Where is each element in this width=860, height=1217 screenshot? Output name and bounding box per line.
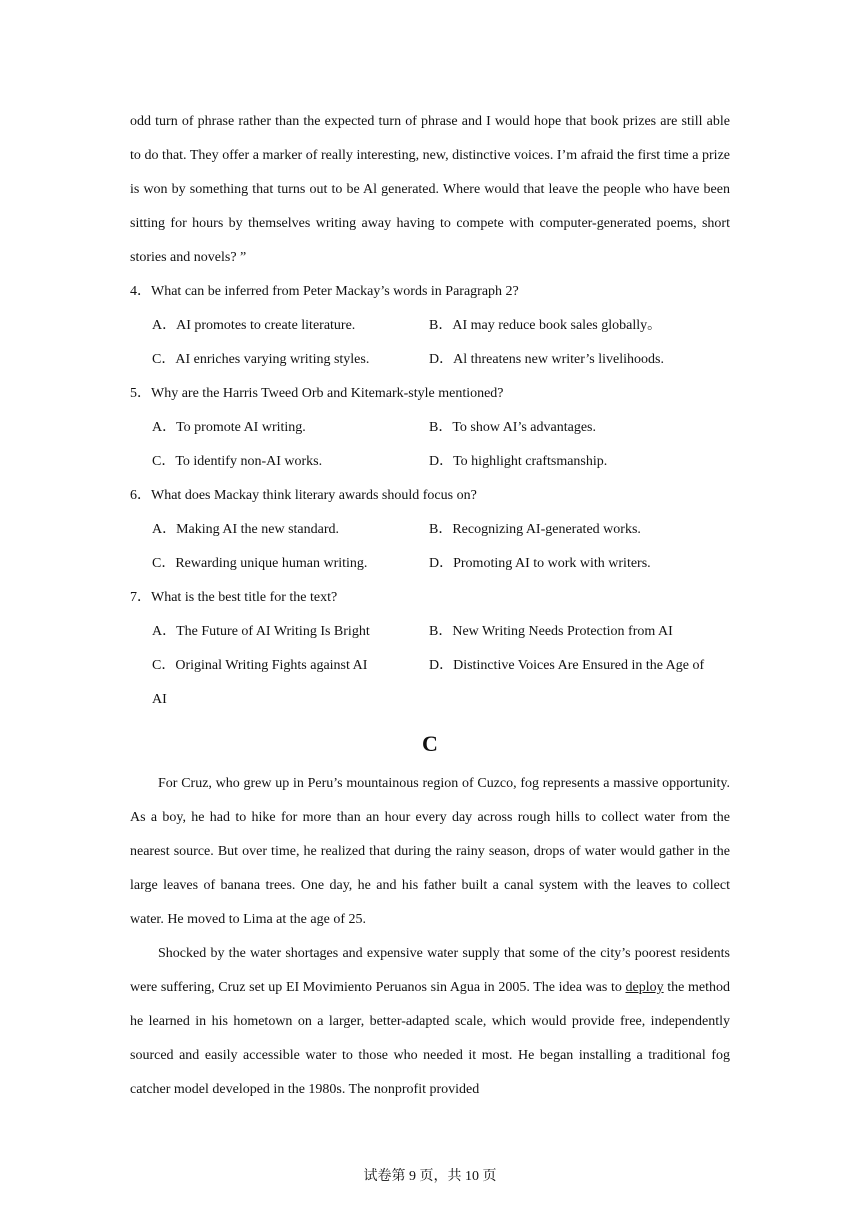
option-c[interactable]: C．To identify non-AI works. (152, 454, 323, 469)
page-content (130, 105, 730, 1107)
option-d[interactable]: D．To highlight craftsmanship. (429, 454, 608, 469)
option-b[interactable]: B．Recognizing AI-generated works. (429, 522, 641, 537)
option-c[interactable]: C．AI enriches varying writing styles. (152, 352, 370, 367)
option-c[interactable]: C．Original Writing Fights against AI (152, 658, 368, 673)
question-stem: 4．What can be inferred from Peter Mackay’s words in Paragraph 2? (130, 284, 519, 299)
question-7 (130, 581, 730, 717)
option-d[interactable]: D．Distinctive Voices Are Ensured in the Age of (429, 658, 705, 673)
passage-continuation: odd turn of phrase rather than the expected turn of phrase and I would hope that book prizes are still able to do that. They offer a marker of really interesting, new, distinctive voices. I’m afraid the first time a prize is won by something that turns out to be Al generated. Where would that leave the people who have been sitting for hours by themselves writing away having to compete with computer-generated poems, short stories and novels? ” (130, 114, 730, 265)
paragraph-text: Shocked by the water shortages and expensive water supply that some of the city’s poorest residents were suffering, Cruz set up EI Movimiento Peruanos sin Agua in 2005. The idea was to (130, 946, 730, 995)
option-a[interactable]: A．To promote AI writing. (152, 420, 306, 435)
option-c[interactable]: C．Rewarding unique human writing. (152, 556, 368, 571)
passage-paragraph (130, 937, 730, 1107)
option-d-continuation[interactable]: AI (152, 692, 167, 707)
question-stem: 6．What does Mackay think literary awards should focus on? (130, 488, 477, 503)
paragraph-text: the method he learned in his hometown on a larger, better-adapted scale, which would provide free, independently sourced and easily accessible water to those who needed it most. He began installing a traditional fog catcher model developed in the 1980s. The nonprofit provided (130, 980, 730, 1097)
question-stem: 5．Why are the Harris Tweed Orb and Kitemark-style mentioned? (130, 386, 504, 401)
question-6 (130, 479, 730, 581)
option-b[interactable]: B．To show AI’s advantages. (429, 420, 597, 435)
option-row-cd (152, 649, 752, 717)
underlined-word: deploy (625, 980, 664, 995)
option-d[interactable]: D．Promoting AI to work with writers. (429, 556, 651, 571)
option-b[interactable]: B．New Writing Needs Protection from AI (429, 624, 673, 639)
option-a[interactable]: A．The Future of AI Writing Is Bright (152, 624, 370, 639)
passage-paragraph: For Cruz, who grew up in Peru’s mountainous region of Cuzco, fog represents a massive opportunity. As a boy, he had to hike for more than an hour every day across rough hills to collect water from the nearest source. But over time, he realized that during the rainy season, drops of water would gather in the large leaves of banana trees. One day, he and his father built a canal system with the leaves to collect water. He moved to Lima at the age of 25. (130, 776, 730, 927)
page-footer: 试卷第 9 页，共 10 页 (363, 1169, 497, 1184)
section-heading: C (422, 731, 438, 756)
option-d[interactable]: D．Al threatens new writer’s livelihoods. (429, 352, 664, 367)
question-5 (130, 377, 730, 479)
question-4 (130, 275, 730, 377)
option-a[interactable]: A．Making AI the new standard. (152, 522, 340, 537)
question-stem: 7．What is the best title for the text? (130, 590, 338, 605)
option-a[interactable]: A．AI promotes to create literature. (152, 318, 356, 333)
option-b[interactable]: B．AI may reduce book sales globally。 (429, 318, 662, 333)
